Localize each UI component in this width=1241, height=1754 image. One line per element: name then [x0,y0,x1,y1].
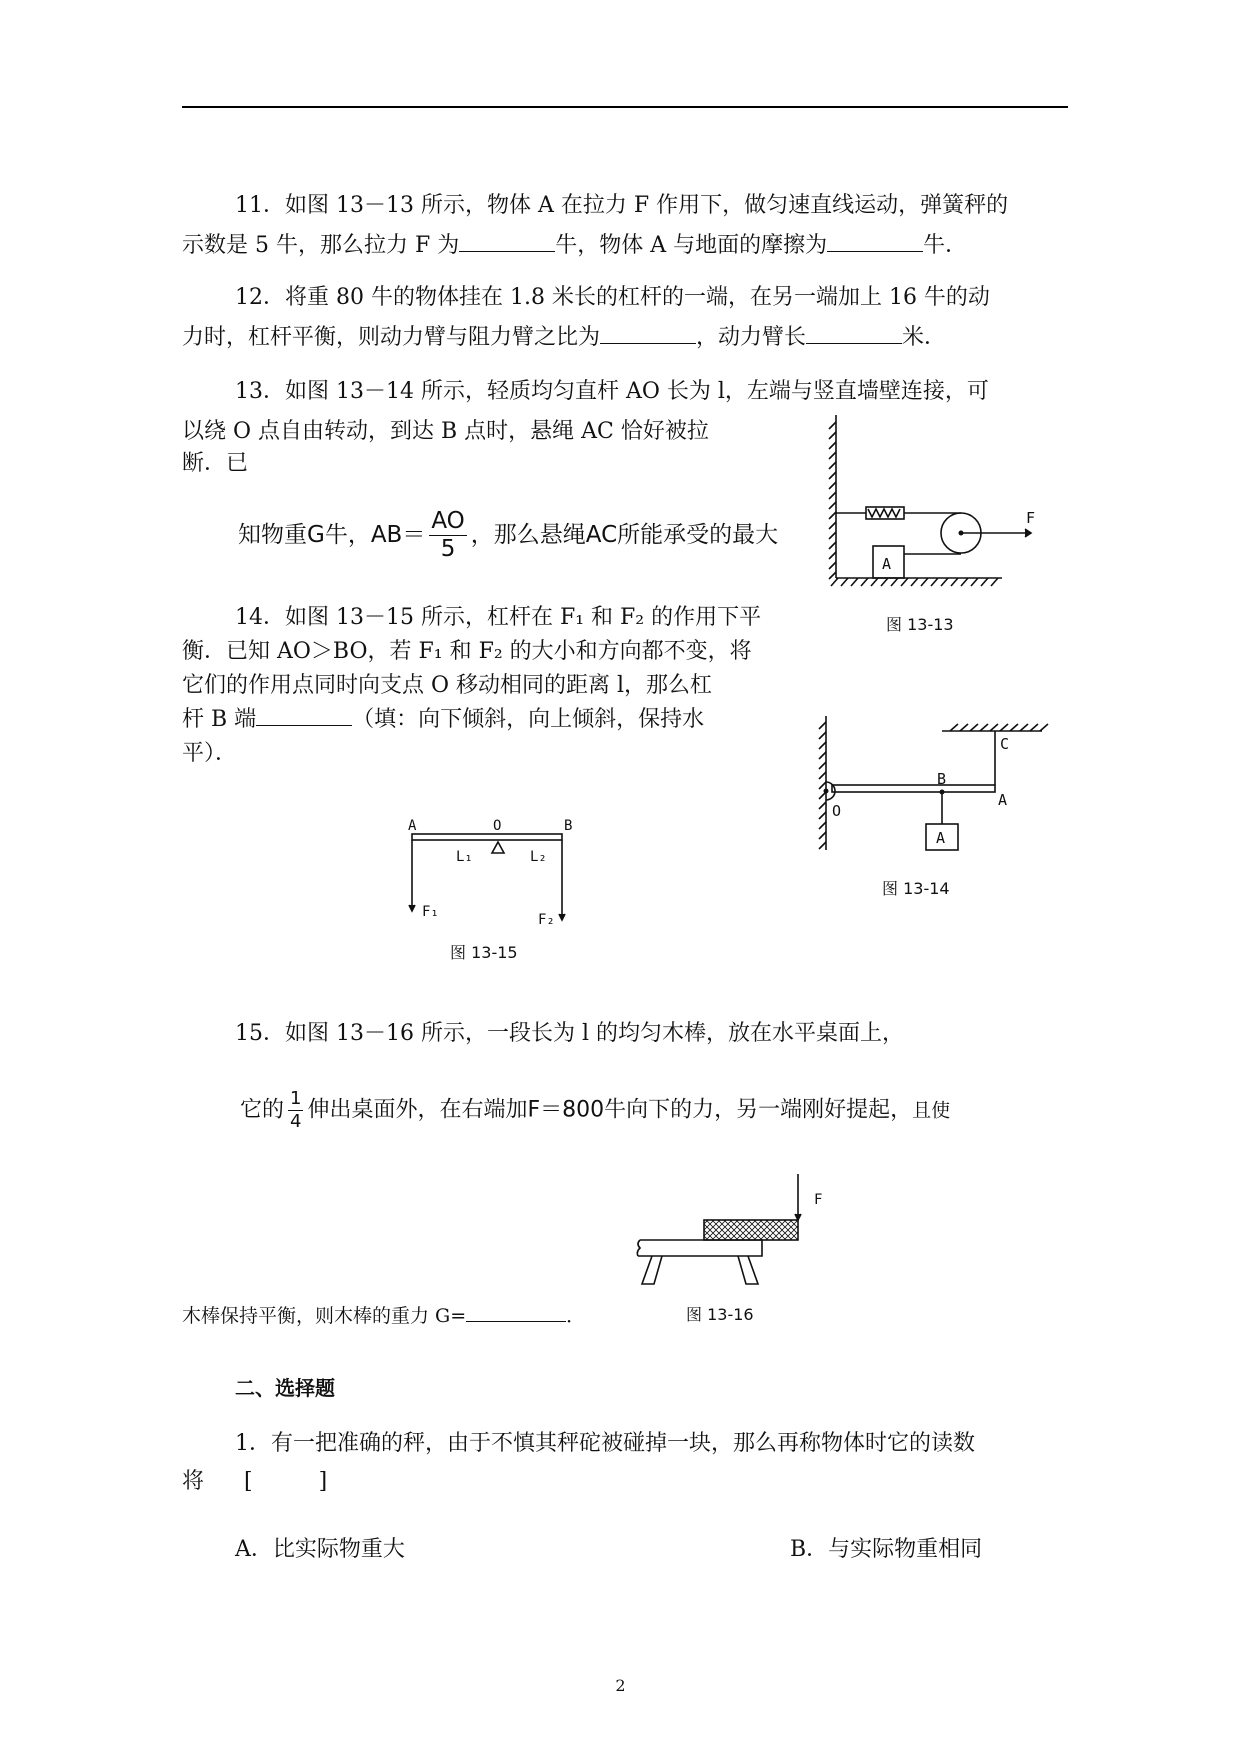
question-12 [182,278,1068,318]
figure-13-15 [400,806,600,936]
figure-13-14 [812,704,1052,864]
answer-blank[interactable] [256,703,352,726]
q11-text-b: 牛，物体 A 与地面的摩擦为 [555,233,828,258]
q14-line2: 衡．已知 AO＞BO，若 F₁ 和 F₂ 的大小和方向都不变，将 [182,639,752,664]
q13-text-a: 知物重G牛，AB＝ [238,522,426,548]
mc1-option-a[interactable]: A．比实际物重大 [235,1537,405,1562]
question-15-line3 [182,1296,1068,1336]
fraction-numerator: AO [431,510,465,534]
q11-text-c: 牛． [923,233,968,258]
label-force-f: F [814,1192,823,1208]
label-f2: F₂ [538,912,555,928]
q15-text-e: ． [566,1305,586,1327]
mc-question-1-line2 [182,1462,1068,1502]
fraction-denominator: 4 [290,1111,302,1132]
mc1-option-b[interactable]: B．与实际物重相同 [790,1537,983,1562]
question-11 [182,186,1068,226]
question-13 [182,372,1068,412]
label-force-f: F [1026,509,1036,527]
q14-text-b: （填：向下倾斜，向上倾斜，保持水 [352,707,705,732]
q11-text-a: 示数是 5 牛，那么拉力 F 为 [182,233,460,258]
answer-blank[interactable] [827,229,923,252]
q15-text-c: 且使 [912,1099,951,1122]
figure-13-13 [826,410,1066,600]
table-top [637,1240,762,1256]
question-11-line2 [182,226,1068,266]
lever-bar [412,834,562,840]
q12-text-a: 力时，杠杆平衡，则动力臂与阻力臂之比为 [182,325,601,350]
question-15 [182,1014,1068,1054]
q12-line1: 12．将重 80 牛的物体挂在 1.8 米长的杠杆的一端，在另一端加上 16 牛的动 [235,285,990,310]
header-rule [182,106,1068,108]
page-number: 2 [615,1676,626,1695]
ground-hatch [831,578,998,586]
figure-13-16 [620,1170,840,1300]
q14-line1: 14．如图 13－15 所示，杠杆在 F₁ 和 F₂ 的作用下平 [235,605,762,630]
question-12-line2 [182,318,1068,358]
caption-figure-13-14: 图 13-14 [882,879,950,898]
label-b: B [564,818,573,834]
label-c: C [1000,735,1010,753]
rod-ao [832,785,995,792]
label-a: A [998,791,1008,809]
table-leg-right [738,1256,758,1284]
caption-figure-13-15: 图 13-15 [450,943,518,962]
wall-hatch [819,722,826,849]
question-13-line3 [182,444,782,484]
q14-text-a: 杆 B 端 [182,707,257,732]
answer-blank[interactable] [806,321,902,344]
fraction-numerator: 1 [290,1088,302,1109]
q15-line1: 15．如图 13－16 所示，一段长为 l 的均匀木棒，放在水平桌面上， [235,1021,904,1046]
q15-text-b: 伸出桌面外，在右端加F＝800牛向下的力，另一端刚好提起， [307,1097,913,1123]
fraction-ao-over-5 [429,510,466,561]
q15-text-a: 它的 [240,1097,285,1123]
q14-line3: 它们的作用点同时向支点 O 移动相同的距离 l，那么杠 [182,673,713,698]
label-l2: L₂ [530,849,547,865]
fulcrum [492,842,504,853]
mc1-line1: 1．有一把准确的秤，由于不慎其秤砣被碰掉一块，那么再称物体时它的读数 [235,1431,975,1456]
mc-question-1 [182,1424,1068,1464]
question-13-line4 [238,510,808,561]
q11-line1: 11．如图 13－13 所示，物体 A 在拉力 F 作用下，做匀速直线运动，弹簧秤的 [235,193,1009,218]
caption-figure-13-13: 图 13-13 [886,615,954,634]
label-block-a: A [882,555,892,573]
label-b: B [937,770,947,788]
fraction-one-quarter [288,1090,303,1131]
q13-line3: 断．已 [182,451,249,476]
q12-text-c: 米． [902,325,947,350]
q12-text-b: ，动力臂长 [696,325,807,350]
label-o: O [493,818,502,834]
q13-line1: 13．如图 13－14 所示，轻质均匀直杆 AO 长为 l，左端与竖直墙壁连接，可 [235,379,989,404]
wooden-stick [704,1220,798,1240]
label-o: O [832,802,842,820]
fraction-denominator: 5 [440,536,456,561]
section-heading: 二、选择题 [235,1376,335,1400]
question-15-line2 [240,1090,1080,1131]
caption-figure-13-16: 图 13-16 [686,1305,754,1324]
answer-blank[interactable] [466,1303,566,1322]
q15-text-d: 木棒保持平衡，则木棒的重力 G= [182,1305,467,1327]
label-a: A [408,818,417,834]
q14-line5: 平）． [182,741,238,766]
answer-blank[interactable] [459,229,555,252]
q13-line2: 以绕 O 点自由转动，到达 B 点时，悬绳 AC 恰好被拉 [182,419,709,444]
label-f1: F₁ [422,904,439,920]
wall-hatch [829,422,836,579]
ceiling-hatch [950,724,1048,731]
mc1-text-a: 将 [182,1469,205,1494]
q13-text-b: ，那么悬绳AC所能承受的最大 [470,522,779,548]
answer-bracket[interactable]: [ ] [244,1469,328,1494]
label-l1: L₁ [456,849,473,865]
answer-blank[interactable] [600,321,696,344]
label-block-a: A [936,829,946,847]
table-leg-left [642,1256,662,1284]
question-14-line5 [182,734,782,774]
